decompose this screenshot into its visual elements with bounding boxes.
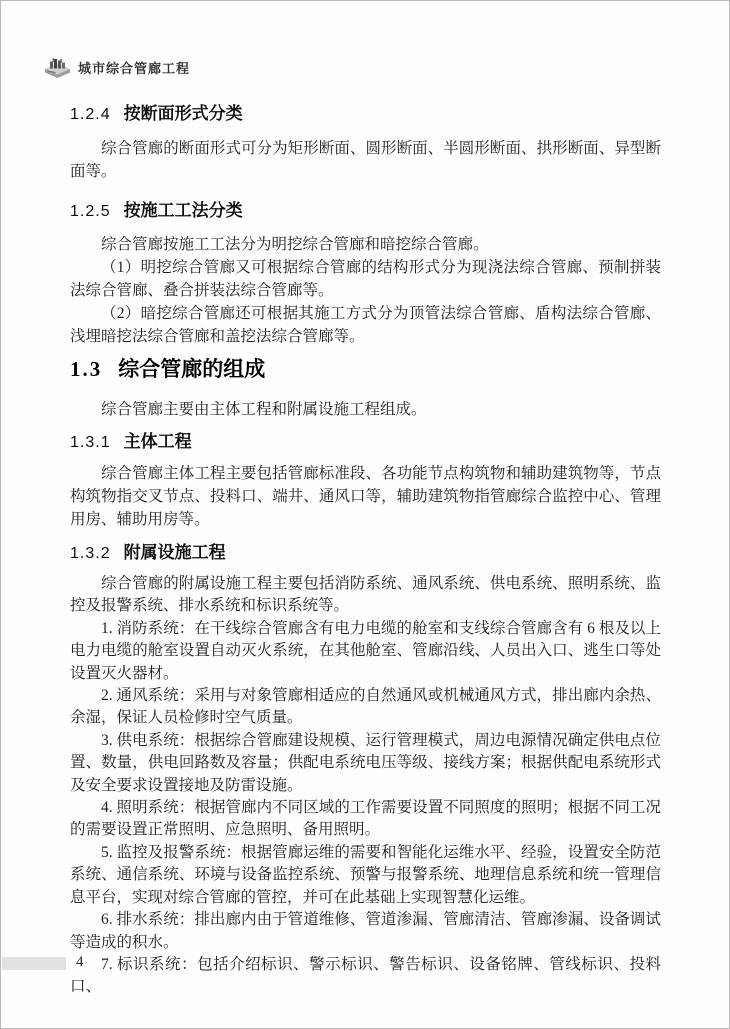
paragraph: （2）暗挖综合管廊还可根据其施工方式分为顶管法综合管廊、盾构法综合管廊、浅埋暗挖法综合管廊和盖挖法综合管廊等。 bbox=[70, 305, 661, 345]
paragraph: 综合管廊的附属设施工程主要包括消防系统、通风系统、供电系统、照明系统、监控及报警系统、排水系统和标识系统等。 bbox=[70, 575, 661, 615]
page-number: 4 bbox=[76, 954, 84, 970]
section-title: 按断面形式分类 bbox=[123, 104, 243, 123]
section-number: 1.3.1 bbox=[70, 434, 111, 451]
list-item-power-system: 3. 供电系统：根据综合管廊建设规模、运行管理模式，周边电源情况确定供电点位置、数量，供电回路数及容量；供配电系统电压等级、接线方案；根据供配电系统形式及安全要求设置接地及防雷设施。 bbox=[70, 731, 661, 794]
section-title: 综合管廊的组成 bbox=[118, 357, 266, 381]
section-number: 1.2.5 bbox=[70, 203, 111, 220]
section-title: 按施工工法分类 bbox=[123, 201, 243, 220]
section-number: 1.3 bbox=[70, 357, 103, 381]
city-block-stamp-icon bbox=[44, 57, 71, 78]
section-title: 附属设施工程 bbox=[123, 543, 226, 562]
paragraph: 综合管廊主要由主体工程和附属设施工程组成。 bbox=[101, 401, 427, 418]
list-item-lighting-system: 4. 照明系统：根据管廊内不同区域的工作需要设置不同照度的照明；根据不同工况的需要设置正常照明、应急照明、备用照明。 bbox=[70, 799, 661, 839]
paragraph: 综合管廊按施工工法分为明挖综合管廊和暗挖综合管廊。 bbox=[101, 236, 489, 253]
section-heading-1-2-4 bbox=[70, 103, 661, 126]
list-item-ventilation-system: 2. 通风系统：采用与对象管廊相适应的自然通风或机械通风方式，排出廊内余热、余湿，保证人员检修时空气质量。 bbox=[70, 687, 661, 727]
list-item-fire-system: 1. 消防系统：在干线综合管廊含有电力电缆的舱室和支线综合管廊含有 6 根及以上电力电缆的舱室设置自动灭火系统，在其他舱室、管廊沿线、人员出入口、逃生口等处设置灭火器材。 bbox=[70, 619, 661, 682]
header-book-title: 城市综合管廊工程 bbox=[78, 61, 191, 76]
chapter-heading-1-3 bbox=[70, 356, 661, 382]
paragraph: （1）明挖综合管廊又可根据综合管廊的结构形式分为现浇法综合管廊、预制拼装法综合管廊、叠合拼装法综合管廊等。 bbox=[70, 259, 661, 299]
footer-accent-bar bbox=[2, 957, 66, 970]
section-heading-1-2-5 bbox=[70, 200, 661, 223]
list-item-monitoring-alarm-system: 5. 监控及报警系统：根据管廊运维的需要和智能化运维水平、经验，设置安全防范系统、通信系统、环境与设备监控系统、预警与报警系统、地理信息系统和统一管理信息平台，实现对综合管廊的管控，并可在此基础上实现智慧化运维。 bbox=[70, 843, 661, 906]
paragraph: 综合管廊的断面形式可分为矩形断面、圆形断面、半圆形断面、拱形断面、异型断面等。 bbox=[70, 140, 661, 180]
section-number: 1.3.2 bbox=[70, 545, 111, 562]
list-item-drainage-system: 6. 排水系统：排出廊内由于管道维修、管道渗漏、管廊清洁、管廊渗漏、设备调试等造成的积水。 bbox=[70, 911, 661, 951]
page-body bbox=[70, 0, 661, 999]
paragraph: 综合管廊主体工程主要包括管廊标准段、各功能节点构筑物和辅助建筑物等，节点构筑物指交叉节点、投料口、端井、通风口等，辅助建筑物指管廊综合监控中心、管理用房、辅助用房等。 bbox=[70, 465, 661, 528]
section-heading-1-3-1 bbox=[70, 431, 661, 454]
section-number: 1.2.4 bbox=[70, 106, 111, 123]
list-item-signage-system: 7. 标识系统：包括介绍标识、警示标识、警告标识、设备铭牌、管线标识、投料口、 bbox=[70, 955, 661, 996]
section-heading-1-3-2 bbox=[70, 542, 661, 565]
section-title: 主体工程 bbox=[123, 432, 192, 451]
